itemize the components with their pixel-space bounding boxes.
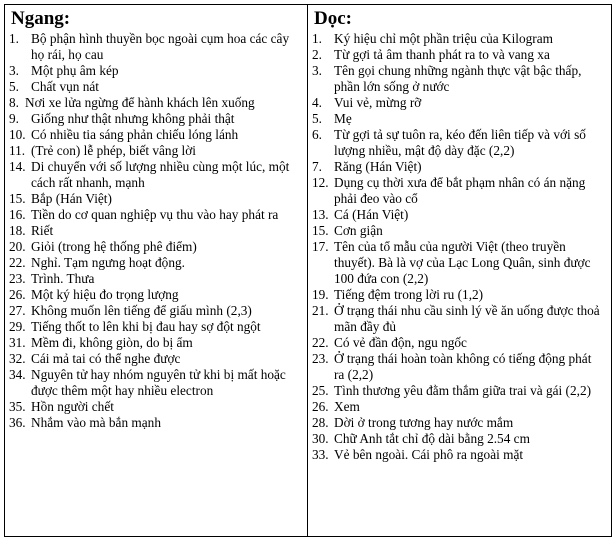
clue-text: Cá (Hán Việt) <box>334 207 409 222</box>
clue-number: 31. <box>9 335 26 350</box>
across-clue <box>9 335 301 351</box>
clue-number: 19. <box>312 287 329 302</box>
clue-number: 28. <box>312 415 329 430</box>
clue-text: Ở trạng thái hoàn toàn không có tiếng động phát ra (2,2) <box>334 351 592 382</box>
down-clue <box>312 127 605 159</box>
across-clue <box>9 239 301 255</box>
across-clue <box>9 415 301 431</box>
clue-text: Mềm đi, không giòn, do bị ẩm <box>31 335 193 350</box>
clue-number: 10. <box>9 127 26 142</box>
clue-number: 22. <box>9 255 26 270</box>
clue-number: 27. <box>9 303 26 318</box>
clue-number: 5. <box>312 111 322 126</box>
clue-number: 36. <box>9 415 26 430</box>
clue-text: Từ gợi tả sự tuôn ra, kéo đến liên tiếp và với số lượng nhiều, mật độ dày đặc (2,2) <box>334 127 586 158</box>
down-clue <box>312 335 605 351</box>
across-clue <box>9 159 301 191</box>
clue-number: 17. <box>312 239 329 254</box>
clue-text: Ký hiệu chỉ một phần triệu của Kilogram <box>334 31 553 46</box>
across-clue <box>9 319 301 335</box>
clue-number: 15. <box>9 191 26 206</box>
across-clue <box>9 207 301 223</box>
down-column <box>308 5 611 536</box>
clue-text: Vẻ bên ngoài. Cái phô ra ngoài mặt <box>334 447 524 462</box>
clue-number: 4. <box>312 95 322 110</box>
across-clue <box>9 127 301 143</box>
clue-text: Tiền do cơ quan nghiệp vụ thu vào hay phát ra <box>31 207 279 222</box>
clue-text: Bộ phận hình thuyền bọc ngoài cụm hoa các cây họ rái, họ cau <box>31 31 290 62</box>
across-clue <box>9 367 301 399</box>
clue-text: Dời ở trong tương hay nước mắm <box>334 415 514 430</box>
clue-number: 32. <box>9 351 26 366</box>
across-clue <box>9 223 301 239</box>
clue-text: Từ gợi tả âm thanh phát ra to và vang xa <box>334 47 550 62</box>
clue-text: Nguyên tử hay nhóm nguyên tử khi bị mất hoặc được thêm một hay nhiều electron <box>31 367 286 398</box>
clue-text: Dụng cụ thời xưa để bắt phạm nhân có án nặng phải đeo vào cổ <box>334 175 586 206</box>
across-clue <box>9 351 301 367</box>
clue-text: Giống như thật nhưng không phải thật <box>31 111 235 126</box>
clue-number: 33. <box>312 447 329 462</box>
clue-number: 35. <box>9 399 26 414</box>
clue-text: Chất vụn nát <box>31 79 99 94</box>
clue-text: Mẹ <box>334 111 352 126</box>
clue-number: 2. <box>312 47 322 62</box>
down-clue <box>312 431 605 447</box>
down-clue <box>312 399 605 415</box>
clue-text: Di chuyển với số lượng nhiều cùng một lúc, một cách rất nhanh, mạnh <box>31 159 290 190</box>
clue-number: 6. <box>312 127 322 142</box>
clue-text: Không muốn lên tiếng để giấu mình (2,3) <box>31 303 252 318</box>
across-clue <box>9 63 301 79</box>
clue-text: Trình. Thưa <box>31 271 95 286</box>
clue-number: 14. <box>9 159 26 174</box>
clue-number: 9. <box>9 111 19 126</box>
down-clue-list <box>312 31 605 463</box>
clue-number: 7. <box>312 159 322 174</box>
down-clue <box>312 415 605 431</box>
clue-text: Giỏi (trong hệ thống phê điểm) <box>31 239 197 254</box>
down-clue <box>312 175 605 207</box>
clue-text: Nhắm vào mà bắn mạnh <box>31 415 161 430</box>
across-clue <box>9 255 301 271</box>
down-clue <box>312 47 605 63</box>
clue-text: Ở trạng thái nhu cầu sinh lý về ăn uống được thoả mãn đầy đủ <box>334 303 600 334</box>
clue-text: Riết <box>31 223 54 238</box>
clue-text: Có nhiều tia sáng phản chiếu lóng lánh <box>31 127 239 142</box>
clue-number: 30. <box>312 431 329 446</box>
clue-number: 29. <box>9 319 26 334</box>
down-clue <box>312 63 605 95</box>
clue-text: Xem <box>334 399 360 414</box>
across-heading: Ngang: <box>11 8 71 29</box>
clue-number: 11. <box>9 143 26 158</box>
across-clue-list <box>9 31 301 431</box>
clue-number: 15. <box>312 223 329 238</box>
clue-number: 5. <box>9 79 19 94</box>
clue-number: 1. <box>312 31 322 46</box>
clue-number: 34. <box>9 367 26 382</box>
clue-number: 3. <box>312 63 322 78</box>
across-clue <box>9 95 301 111</box>
across-clue <box>9 399 301 415</box>
clue-text: Một ký hiệu đo trọng lượng <box>31 287 179 302</box>
clue-text: Một phụ âm kép <box>31 63 119 78</box>
clue-number: 23. <box>9 271 26 286</box>
across-clue <box>9 287 301 303</box>
across-column <box>5 5 308 536</box>
clue-text: Cái mả tai có thể nghe được <box>31 351 181 366</box>
clue-text: Tiếng đệm trong lời ru (1,2) <box>334 287 484 302</box>
clue-number: 18. <box>9 223 26 238</box>
clue-number: 23. <box>312 351 329 366</box>
across-clue <box>9 191 301 207</box>
down-clue <box>312 223 605 239</box>
clue-text: Có vẻ đần độn, ngu ngốc <box>334 335 467 350</box>
clue-number: 25. <box>312 383 329 398</box>
clue-number: 21. <box>312 303 329 318</box>
clue-text: Nơi xe lửa ngừng để hành khách lên xuống <box>24 95 255 110</box>
down-clue <box>312 287 605 303</box>
down-clue <box>312 207 605 223</box>
clue-number: 1. <box>9 31 19 46</box>
across-clue <box>9 79 301 95</box>
clue-number: 20. <box>9 239 26 254</box>
down-clue <box>312 239 605 287</box>
down-clue <box>312 303 605 335</box>
clue-text: Cơn giận <box>334 223 383 238</box>
clue-number: 8. <box>9 95 19 110</box>
across-clue <box>9 303 301 319</box>
across-clue <box>9 143 301 159</box>
clue-number: 16. <box>9 207 26 222</box>
down-clue <box>312 95 605 111</box>
clue-text: Hồn người chết <box>31 399 114 414</box>
down-clue <box>312 351 605 383</box>
clue-text: Vui vẻ, mừng rỡ <box>334 95 422 110</box>
down-clue <box>312 447 605 463</box>
across-clue <box>9 271 301 287</box>
clue-number: 26. <box>312 399 329 414</box>
clue-text: Tiếng thốt to lên khi bị đau hay sợ đột ngột <box>31 319 261 334</box>
clue-number: 22. <box>312 335 329 350</box>
clue-number: 3. <box>9 63 19 78</box>
clue-number: 13. <box>312 207 329 222</box>
clue-number: 12. <box>312 175 329 190</box>
clue-text: Tên gọi chung những ngành thực vật bậc thấp, phần lớn sống ở nước <box>334 63 582 94</box>
down-clue <box>312 383 605 399</box>
across-clue <box>9 111 301 127</box>
down-clue <box>312 159 605 175</box>
clue-text: Tên của tổ mẫu của người Việt (theo truyền thuyết). Bà là vợ của Lạc Long Quân, sinh được 100 đứa con (2,2) <box>334 239 591 286</box>
clue-text: Chữ Anh tắt chỉ độ dài bằng 2.54 cm <box>334 431 530 446</box>
clues-table <box>4 4 612 537</box>
down-clue <box>312 31 605 47</box>
clue-text: Nghỉ. Tạm ngưng hoạt động. <box>31 255 185 270</box>
clue-text: Bắp (Hán Việt) <box>31 191 112 206</box>
down-heading: Dọc: <box>314 8 352 29</box>
clue-text: Răng (Hán Việt) <box>334 159 422 174</box>
clue-text: (Trẻ con) lễ phép, biết vâng lời <box>31 143 196 158</box>
across-clue <box>9 31 301 63</box>
clue-text: Tình thương yêu đằm thắm giữa trai và gái (2,2) <box>334 383 592 398</box>
down-clue <box>312 111 605 127</box>
clue-number: 26. <box>9 287 26 302</box>
